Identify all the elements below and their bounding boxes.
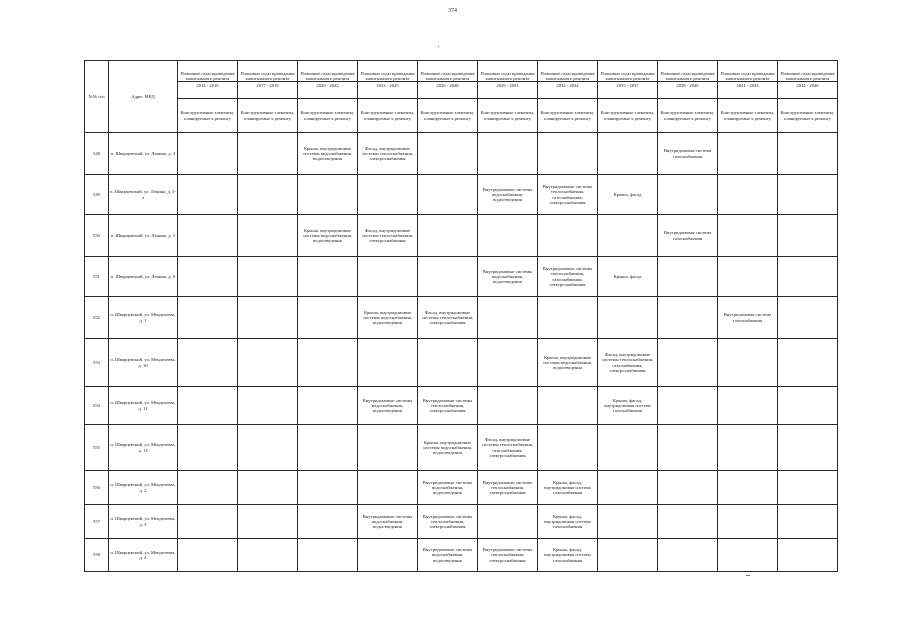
repair-elements-cell: Фасад, внутридомовые системы теплоснабжения, газоснабжения, электроснабжения: [598, 339, 658, 387]
period-title: Плановые годы проведения капитального ремонта: [180, 70, 235, 82]
scan-speck: [746, 575, 750, 576]
repair-schedule-table: [84, 60, 838, 572]
repair-elements-cell: [298, 175, 358, 215]
row-number: 555: [85, 425, 109, 471]
period-years: 2029 - 2031: [478, 81, 537, 88]
repair-elements-cell: [778, 297, 838, 339]
repair-elements-cell: Внутридомовые системы водоснабжения, водоотведения: [478, 175, 538, 215]
repair-elements-cell: Крыша, внутридомовые системы водоснабжения, водоотведения: [298, 133, 358, 175]
period-title: Плановые годы проведения капитального ремонта: [420, 70, 475, 82]
elements-header-11: Конструктивные элементы, планируемые к ремонту: [778, 99, 838, 133]
row-address: п. Шварцевский, ул. Менделеева, д. 10: [109, 339, 178, 387]
row-number: 548: [85, 133, 109, 175]
repair-elements-cell: Крыша, внутридомовые системы водоснабжения, водоотведения: [538, 339, 598, 387]
repair-elements-cell: [718, 257, 778, 297]
table-row: [85, 215, 838, 257]
repair-elements-cell: [178, 297, 238, 339]
repair-elements-cell: [478, 215, 538, 257]
period-header-3: [298, 61, 358, 99]
row-number: 550: [85, 215, 109, 257]
period-title: Плановые годы проведения капитального ремонта: [660, 70, 715, 82]
repair-elements-cell: [538, 297, 598, 339]
period-header-7: [538, 61, 598, 99]
repair-elements-cell: [778, 471, 838, 505]
repair-elements-cell: [778, 339, 838, 387]
row-address: п. Шварцевский, ул. Ленина, д. 3: [109, 133, 178, 175]
period-title: Плановые годы проведения капитального ремонта: [300, 70, 355, 82]
period-title: Плановые годы проведения капитального ремонта: [600, 70, 655, 82]
repair-elements-cell: [658, 505, 718, 539]
repair-elements-cell: [478, 133, 538, 175]
repair-elements-cell: [298, 471, 358, 505]
repair-elements-cell: [178, 387, 238, 425]
repair-elements-cell: Крыша, фасад, внутридомовая система газоснабжения: [538, 471, 598, 505]
repair-elements-cell: Крыша, фасад, внутридомовая система газоснабжения: [538, 505, 598, 539]
period-years: 2032 - 2034: [538, 81, 597, 88]
repair-elements-cell: [298, 257, 358, 297]
elements-header-1: Конструктивные элементы, планируемые к ремонту: [178, 99, 238, 133]
repair-elements-cell: [178, 505, 238, 539]
row-address: п. Шварцевский, ул. Менделеева, д. 1: [109, 297, 178, 339]
repair-elements-cell: [478, 387, 538, 425]
repair-elements-cell: Крыша, фасад, внутридомовая система газоснабжения: [538, 539, 598, 572]
period-years: 2026 - 2028: [418, 81, 477, 88]
row-number: 552: [85, 297, 109, 339]
repair-elements-cell: [718, 175, 778, 215]
repair-elements-cell: Внутридомовые системы водоснабжения, водоотведения: [418, 539, 478, 572]
repair-elements-cell: Фасад, внутридомовые системы теплоснабжения, газоснабжения, электроснабжения: [478, 425, 538, 471]
repair-elements-cell: [358, 539, 418, 572]
repair-elements-cell: [238, 339, 298, 387]
repair-elements-cell: [658, 297, 718, 339]
repair-elements-cell: [778, 257, 838, 297]
repair-elements-cell: [178, 539, 238, 572]
repair-elements-cell: Внутридомовые системы теплоснабжения, газоснабжения, электроснабжения: [538, 175, 598, 215]
table-row: [85, 505, 838, 539]
repair-elements-cell: [658, 387, 718, 425]
repair-elements-cell: [718, 133, 778, 175]
repair-elements-cell: [778, 425, 838, 471]
repair-elements-cell: [418, 175, 478, 215]
period-years: 2020 - 2022: [298, 81, 357, 88]
repair-elements-cell: [778, 175, 838, 215]
repair-elements-cell: [658, 175, 718, 215]
repair-elements-cell: Внутридомовые системы теплоснабжения, электроснабжения: [478, 539, 538, 572]
repair-elements-cell: [598, 425, 658, 471]
page-number: 374: [448, 8, 457, 14]
table-row: [85, 133, 838, 175]
row-number: 558: [85, 539, 109, 572]
repair-elements-cell: [598, 215, 658, 257]
period-header-8: [598, 61, 658, 99]
repair-elements-cell: [178, 471, 238, 505]
col-header-address: Адрес МКД: [109, 61, 178, 133]
repair-elements-cell: [718, 539, 778, 572]
table-row: [85, 471, 838, 505]
repair-elements-cell: [298, 539, 358, 572]
period-header-1: [178, 61, 238, 99]
table-row: [85, 297, 838, 339]
period-header-10: [718, 61, 778, 99]
repair-elements-cell: [478, 297, 538, 339]
row-address: п. Шварцевский, ул. Ленина, д. 8: [109, 257, 178, 297]
table-row: [85, 539, 838, 572]
repair-elements-cell: [658, 471, 718, 505]
period-header-4: [358, 61, 418, 99]
header-row-elements: [85, 99, 838, 133]
repair-elements-cell: [358, 339, 418, 387]
repair-elements-cell: Внутридомовая система газоснабжения: [658, 133, 718, 175]
repair-elements-cell: [298, 505, 358, 539]
repair-elements-cell: Внутридомовые системы теплоснабжения, электроснабжения: [478, 471, 538, 505]
repair-elements-cell: [238, 133, 298, 175]
period-years: 2035 - 2037: [598, 81, 657, 88]
repair-elements-cell: [778, 505, 838, 539]
repair-elements-cell: [238, 505, 298, 539]
period-title: Плановые годы проведения капитального ремонта: [360, 70, 415, 82]
period-header-5: [418, 61, 478, 99]
row-number: 554: [85, 387, 109, 425]
col-header-number: №№ п/п: [85, 61, 109, 133]
period-years: 2038 - 2040: [658, 81, 717, 88]
repair-elements-cell: Крыша, внутридомовые системы водоснабжения, водоотведения: [418, 425, 478, 471]
repair-elements-cell: [418, 257, 478, 297]
repair-elements-cell: [178, 175, 238, 215]
repair-elements-cell: [238, 297, 298, 339]
repair-elements-cell: [778, 387, 838, 425]
repair-elements-cell: [478, 339, 538, 387]
repair-elements-cell: Крыша, фасад, внутридомовая система газоснабжения: [598, 387, 658, 425]
repair-elements-cell: Фасад, внутридомовые системы теплоснабжения, электроснабжения: [358, 215, 418, 257]
repair-elements-cell: Внутридомовые системы теплоснабжения, газоснабжения, электроснабжения: [538, 257, 598, 297]
repair-elements-cell: [418, 339, 478, 387]
repair-elements-cell: [658, 257, 718, 297]
period-years: 2041 - 2043: [718, 81, 777, 88]
repair-elements-cell: [538, 425, 598, 471]
row-address: п. Шварцевский, ул. Менделеева, д. 3: [109, 505, 178, 539]
repair-elements-cell: Внутридомовая система газоснабжения: [718, 297, 778, 339]
repair-elements-cell: [598, 539, 658, 572]
repair-elements-cell: [538, 215, 598, 257]
repair-elements-cell: [718, 215, 778, 257]
repair-elements-cell: Крыша, фасад: [598, 175, 658, 215]
elements-header-2: Конструктивные элементы, планируемые к ремонту: [238, 99, 298, 133]
period-years: 2044 - 2046: [778, 81, 837, 88]
repair-elements-cell: [718, 387, 778, 425]
repair-elements-cell: Крыша, внутридомовые системы водоснабжения, водоотведения: [358, 297, 418, 339]
table-row: [85, 175, 838, 215]
header-row-periods: [85, 61, 838, 99]
period-years: 2017 - 2019: [238, 81, 297, 88]
repair-elements-cell: [178, 339, 238, 387]
repair-elements-cell: [358, 425, 418, 471]
repair-elements-cell: [598, 505, 658, 539]
period-header-11: [778, 61, 838, 99]
repair-elements-cell: [238, 215, 298, 257]
repair-elements-cell: [538, 387, 598, 425]
table-row: [85, 425, 838, 471]
elements-header-6: Конструктивные элементы, планируемые к ремонту: [478, 99, 538, 133]
elements-header-5: Конструктивные элементы, планируемые к ремонту: [418, 99, 478, 133]
repair-elements-cell: [298, 297, 358, 339]
repair-elements-cell: [358, 471, 418, 505]
row-number: 556: [85, 471, 109, 505]
row-number: 551: [85, 257, 109, 297]
repair-elements-cell: [538, 133, 598, 175]
row-number: 553: [85, 339, 109, 387]
scan-speck: [438, 46, 439, 47]
repair-elements-cell: [178, 133, 238, 175]
period-title: Плановые годы проведения капитального ремонта: [240, 70, 295, 82]
repair-elements-cell: [718, 339, 778, 387]
repair-elements-cell: [178, 257, 238, 297]
repair-elements-cell: [718, 425, 778, 471]
repair-elements-cell: Крыша, фасад: [598, 257, 658, 297]
repair-elements-cell: [358, 175, 418, 215]
period-title: Плановые годы проведения капитального ремонта: [720, 70, 775, 82]
elements-header-3: Конструктивные элементы, планируемые к ремонту: [298, 99, 358, 133]
repair-elements-cell: [598, 297, 658, 339]
period-title: Плановые годы проведения капитального ремонта: [780, 70, 835, 82]
repair-elements-cell: Крыша, внутридомовые системы водоснабжения, водоотведения: [298, 215, 358, 257]
row-address: п. Шварцевский, ул. Ленина, д. 5: [109, 215, 178, 257]
repair-elements-cell: [238, 471, 298, 505]
repair-elements-cell: [298, 339, 358, 387]
repair-elements-cell: Внутридомовые системы водоснабжения, водоотведения: [358, 387, 418, 425]
repair-elements-cell: Внутридомовая система газоснабжения: [658, 215, 718, 257]
repair-elements-cell: [178, 425, 238, 471]
row-address: п. Шварцевский, ул. Менделеева, д. 2: [109, 471, 178, 505]
repair-elements-cell: [238, 425, 298, 471]
repair-elements-cell: [358, 257, 418, 297]
repair-elements-cell: [238, 257, 298, 297]
repair-elements-cell: [718, 471, 778, 505]
row-number: 557: [85, 505, 109, 539]
repair-elements-cell: [778, 539, 838, 572]
elements-header-8: Конструктивные элементы, планируемые к ремонту: [598, 99, 658, 133]
repair-elements-cell: Внутридомовые системы водоснабжения, водоотведения: [358, 505, 418, 539]
period-title: Плановые годы проведения капитального ремонта: [540, 70, 595, 82]
row-address: п. Шварцевский, ул. Менделеева, д. 13: [109, 425, 178, 471]
repair-elements-cell: [658, 425, 718, 471]
repair-elements-cell: [658, 539, 718, 572]
period-header-2: [238, 61, 298, 99]
repair-elements-cell: [238, 539, 298, 572]
row-address: п. Шварцевский, ул. Менделеева, д. 11: [109, 387, 178, 425]
elements-header-9: Конструктивные элементы, планируемые к ремонту: [658, 99, 718, 133]
table-row: [85, 387, 838, 425]
elements-header-10: Конструктивные элементы, планируемые к ремонту: [718, 99, 778, 133]
row-address: п. Шварцевский, ул. Ленина, д. 3-а: [109, 175, 178, 215]
repair-elements-cell: [778, 215, 838, 257]
elements-header-4: Конструктивные элементы, планируемые к ремонту: [358, 99, 418, 133]
repair-elements-cell: [658, 339, 718, 387]
repair-elements-cell: [418, 215, 478, 257]
repair-elements-cell: [238, 175, 298, 215]
repair-elements-cell: Внутридомовые системы водоснабжения, водоотведения: [478, 257, 538, 297]
repair-elements-cell: Внутридомовые системы теплоснабжения, электроснабжения: [418, 505, 478, 539]
row-number: 549: [85, 175, 109, 215]
repair-elements-cell: [298, 387, 358, 425]
repair-elements-cell: [418, 133, 478, 175]
table-row: [85, 339, 838, 387]
repair-elements-cell: [178, 215, 238, 257]
repair-elements-cell: [598, 133, 658, 175]
period-years: 2014 - 2016: [178, 81, 237, 88]
period-header-9: [658, 61, 718, 99]
repair-elements-cell: [298, 425, 358, 471]
period-title: Плановые годы проведения капитального ремонта: [480, 70, 535, 82]
repair-elements-cell: Внутридомовые системы теплоснабжения, электроснабжения: [418, 387, 478, 425]
repair-elements-cell: [238, 387, 298, 425]
repair-elements-cell: [598, 471, 658, 505]
elements-header-7: Конструктивные элементы, планируемые к ремонту: [538, 99, 598, 133]
repair-elements-cell: Внутридомовые системы водоснабжения, водоотведения: [418, 471, 478, 505]
repair-elements-cell: [778, 133, 838, 175]
row-address: п. Шварцевский, ул. Менделеева, д. 4: [109, 539, 178, 572]
repair-elements-cell: [478, 505, 538, 539]
repair-elements-cell: Фасад, внутридомовые системы теплоснабжения, электроснабжения: [418, 297, 478, 339]
table-row: [85, 257, 838, 297]
repair-elements-cell: Фасад, внутридомовые системы теплоснабжения, электроснабжения: [358, 133, 418, 175]
period-years: 2023 - 2025: [358, 81, 417, 88]
period-header-6: [478, 61, 538, 99]
repair-elements-cell: [718, 505, 778, 539]
